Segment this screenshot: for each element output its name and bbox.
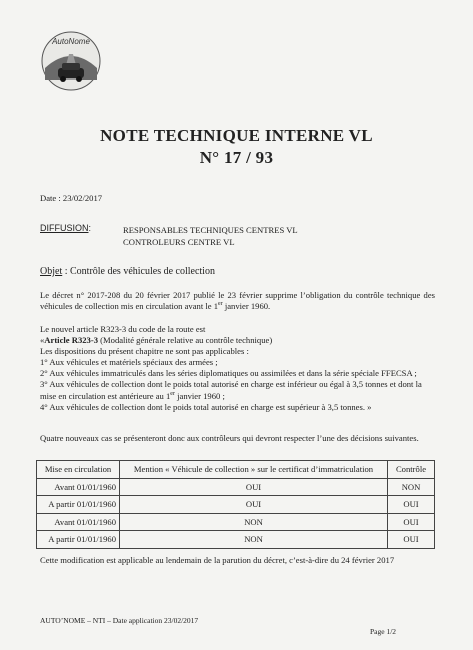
footer-text: AUTO’NOME – NTI – Date application 23/02/2017 xyxy=(40,616,199,625)
recipient-line: RESPONSABLES TECHNIQUES CENTRES VL xyxy=(123,225,298,235)
auto-nome-logo xyxy=(40,30,102,92)
column-header: Mention « Véhicule de collection » sur le certificat d’immatriculation xyxy=(120,461,388,479)
recipient-line: CONTROLEURS CENTRE VL xyxy=(123,237,235,247)
subject-line xyxy=(40,266,215,277)
diffusion-label: DIFFUSION: xyxy=(40,223,92,233)
decision-table xyxy=(36,460,435,549)
paragraph-cases: Quatre nouveaux cas se présenteront donc aux contrôleurs qui devront respecter l’une des décisions suivantes. xyxy=(40,433,419,443)
subject-text: : Contrôle des véhicules de collection xyxy=(62,266,215,277)
note-number: N° 17 / 93 xyxy=(199,148,274,167)
table-row: Avant 01/01/1960 OUI NON xyxy=(37,478,435,496)
document-title: NOTE TECHNIQUE INTERNE VL xyxy=(100,126,373,145)
paragraph-decree: Le décret n° 2017-208 du 20 février 2017 publié le 23 février supprime l’obligation du contrôle technique des véhicules de collection mis en circulation avant le 1er janvier 1960. xyxy=(40,290,435,311)
paragraph-article: Le nouvel article R323-3 du code de la route est «Article R323-3 (Modalité générale relative au contrôle technique) Les dispositions du présent chapitre ne sont pas applicables : 1° Aux véhicules et matériels spéciaux des armées ; 2° Aux véhicules immatriculés dans les séries diplomatiques ou assimilées et dans la série spéciale FFECSA ; 3° Aux véhicules de collection dont le poids total autorisé en charge est inférieur ou égal à 3,5 tonnes et dont la mise en circulation est antérieure au 1er janvier 1960 ; 4° Aux véhicules de collection dont le poids total autorisé en charge est supérieur à 3,5 tonnes. » xyxy=(40,324,422,412)
page-number: Page 1/2 xyxy=(370,627,397,636)
diffusion-recipients xyxy=(123,224,298,248)
table-row: A partir 01/01/1960 OUI OUI xyxy=(37,496,435,514)
document-date: Date : 23/02/2017 xyxy=(40,193,103,203)
table-row: Avant 01/01/1960 NON OUI xyxy=(37,513,435,531)
subject-label: Objet xyxy=(40,266,63,277)
column-header: Mise en circulation xyxy=(37,461,120,479)
paragraph-effective-date: Cette modification est applicable au lendemain de la parution du décret, c’est-à-dire du 24 février 2017 xyxy=(40,555,395,565)
svg-text:AutoNome: AutoNome xyxy=(52,37,90,46)
table-row: A partir 01/01/1960 NON OUI xyxy=(37,531,435,549)
column-header: Contrôle xyxy=(388,461,435,479)
table-header-row xyxy=(37,461,435,479)
